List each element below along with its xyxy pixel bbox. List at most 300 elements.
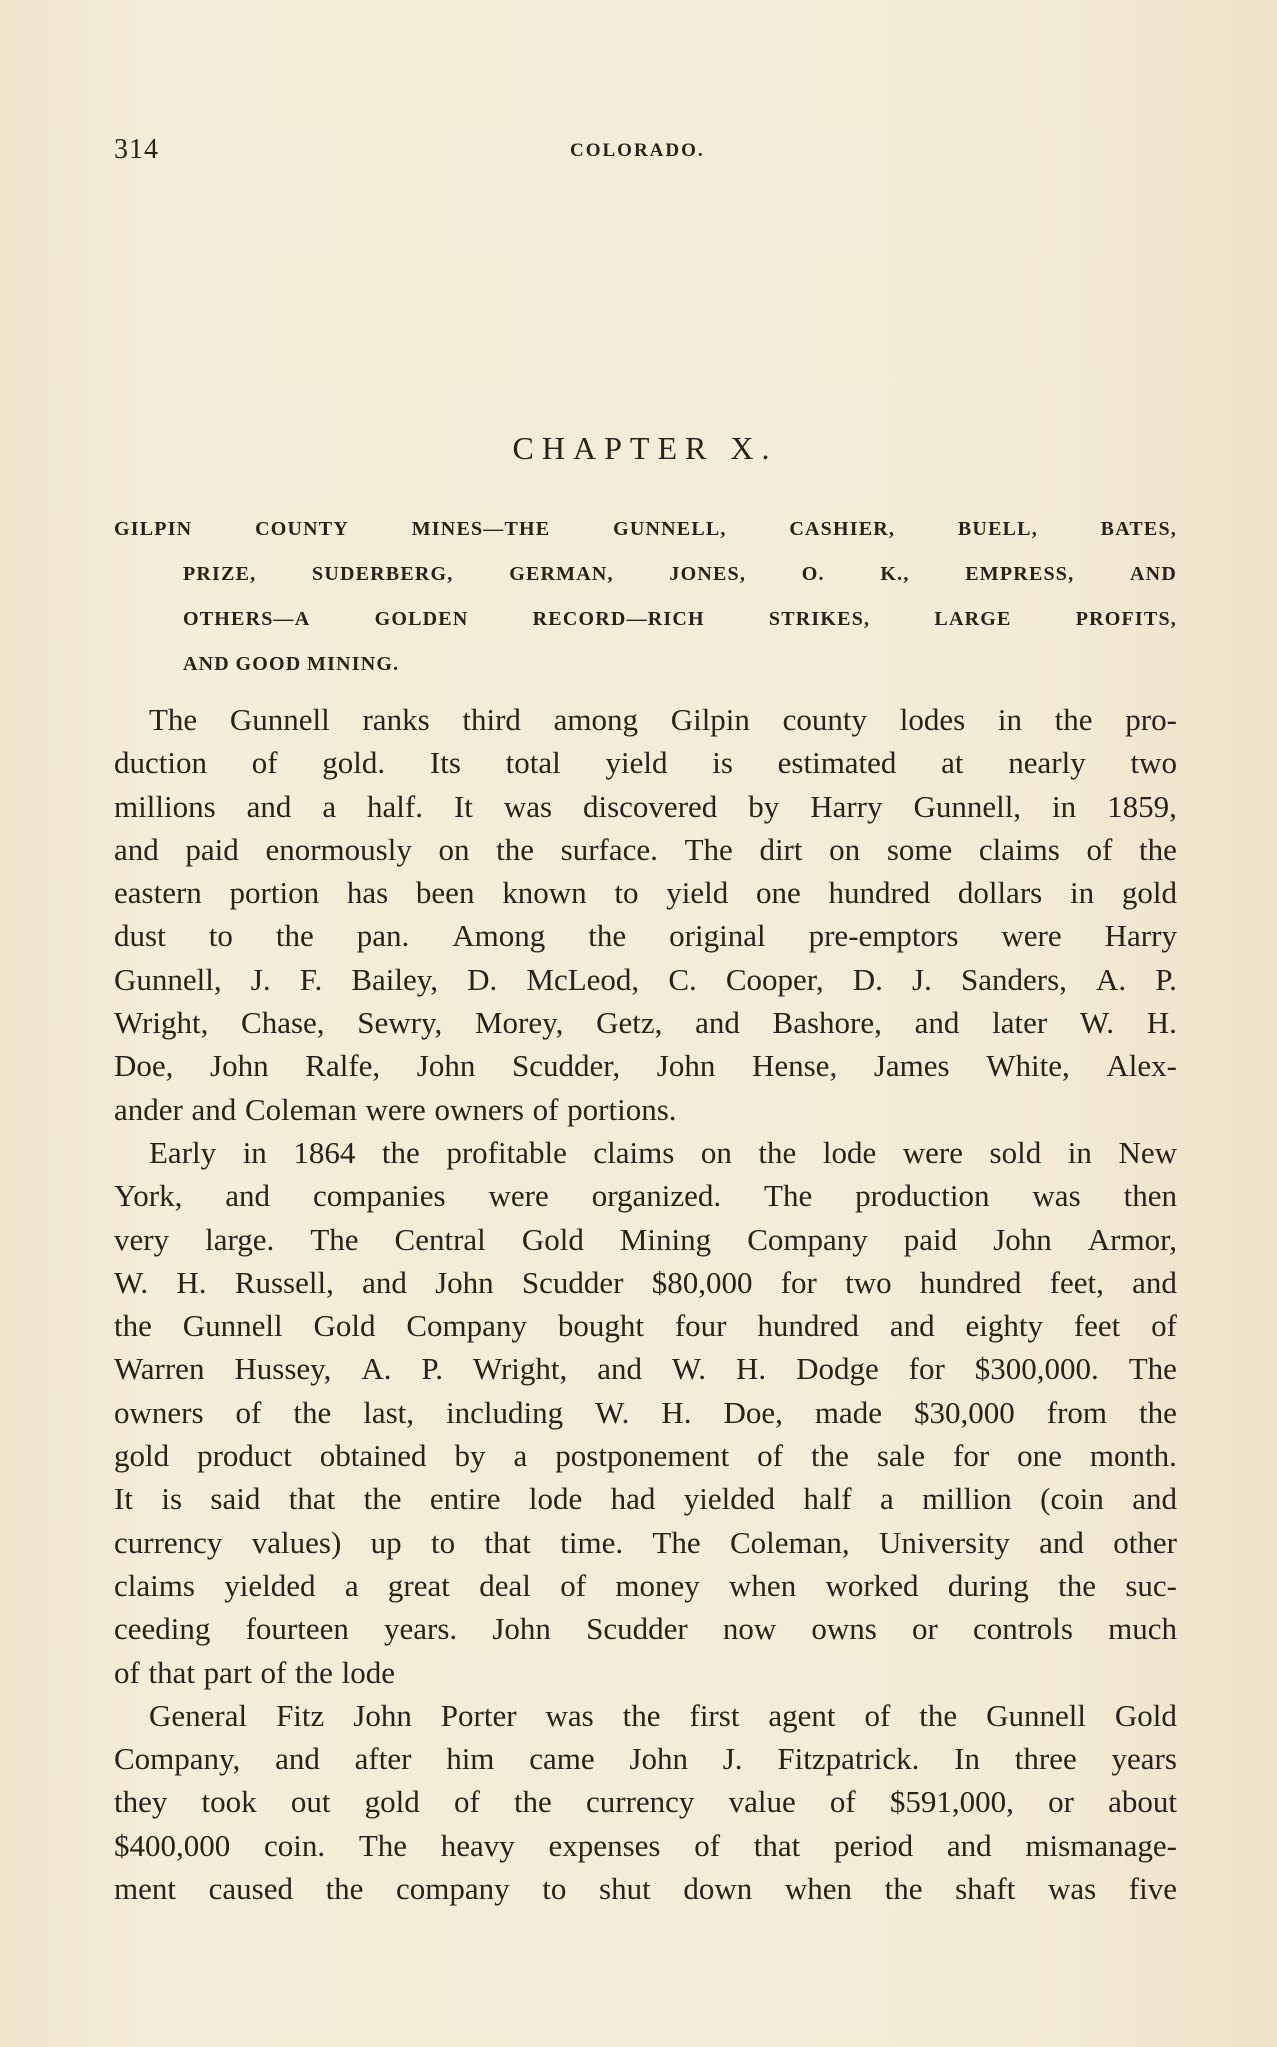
word: York, — [114, 1178, 183, 1214]
word: $300,000. — [974, 1351, 1099, 1387]
page-number: 314 — [114, 134, 159, 165]
synopsis-line — [114, 552, 1177, 597]
word: coin. — [263, 1827, 326, 1863]
word: Wright, — [472, 1351, 568, 1387]
word: enormously — [265, 831, 412, 867]
word: that — [484, 1524, 531, 1560]
word: the — [381, 1134, 420, 1170]
word: and — [695, 1005, 740, 1041]
word: of — [260, 1654, 287, 1690]
word: two — [1130, 745, 1177, 781]
word: John — [629, 1741, 688, 1777]
word: two — [845, 1264, 892, 1300]
word: of — [114, 1654, 140, 1690]
word: the — [496, 831, 535, 867]
text-line — [114, 1607, 1177, 1650]
word: deal — [479, 1567, 531, 1603]
word: by — [454, 1438, 486, 1474]
word: to — [208, 918, 233, 954]
word: Harry — [810, 788, 883, 824]
word: GOLDEN — [374, 608, 469, 630]
word: J. — [912, 961, 932, 997]
word: Wright, — [114, 1005, 209, 1041]
word: mismanage- — [1025, 1827, 1177, 1863]
word: portion — [229, 875, 320, 911]
word: they — [114, 1784, 168, 1820]
word: to — [430, 1524, 456, 1560]
word: currency — [114, 1524, 223, 1560]
word: It — [114, 1481, 133, 1517]
word: of — [235, 1394, 262, 1430]
word: Coleman — [244, 1091, 357, 1127]
word: the — [1054, 702, 1093, 737]
word: the — [275, 918, 314, 954]
chapter-heading: CHAPTER X. — [512, 430, 778, 466]
word: suc- — [1125, 1567, 1177, 1603]
word: owns — [811, 1611, 877, 1647]
word: SUDERBERG, — [312, 563, 454, 585]
word: or — [912, 1611, 938, 1647]
word: at — [941, 745, 964, 781]
word: a — [344, 1567, 359, 1603]
text-line — [114, 698, 1177, 741]
text-line — [114, 1391, 1177, 1434]
word: Russell, — [234, 1264, 334, 1300]
word: among — [553, 702, 638, 737]
text-line — [114, 871, 1177, 914]
word: the — [622, 1697, 661, 1733]
word: values) — [251, 1524, 342, 1560]
word: had — [610, 1481, 656, 1517]
word: up — [370, 1524, 402, 1560]
word: postponement — [555, 1438, 730, 1474]
word: three — [1014, 1741, 1077, 1777]
word: The — [310, 1221, 359, 1257]
word: millions — [114, 788, 216, 824]
word: and — [275, 1741, 320, 1777]
word: now — [722, 1611, 777, 1647]
word: MINING. — [307, 653, 400, 675]
word: known — [502, 875, 587, 911]
text-line — [114, 958, 1177, 1001]
word: feet — [1073, 1308, 1121, 1344]
word: discovered — [583, 788, 718, 824]
word: obtained — [319, 1438, 427, 1474]
word: including — [446, 1394, 564, 1430]
synopsis-line — [114, 642, 1177, 687]
word: The — [764, 1178, 813, 1214]
word: from — [1046, 1394, 1108, 1430]
word: down — [683, 1871, 753, 1907]
word: dust — [114, 918, 166, 954]
word: Central — [394, 1221, 486, 1257]
word: duction — [114, 745, 207, 781]
word: Company — [406, 1308, 527, 1344]
word: Bashore, — [772, 1005, 882, 1041]
word: has — [346, 875, 389, 911]
word: PROFITS, — [1075, 608, 1177, 630]
word: one — [755, 875, 801, 911]
word: that — [288, 1481, 336, 1517]
word: Ralfe, — [305, 1048, 381, 1084]
word: portions. — [567, 1091, 677, 1127]
word: shaft — [955, 1871, 1016, 1907]
word: heavy — [440, 1827, 515, 1863]
word: of — [829, 1784, 856, 1820]
word: the — [758, 1134, 797, 1170]
word: $400,000 — [114, 1827, 231, 1863]
word: Company, — [114, 1741, 241, 1777]
word: Sanders, — [961, 961, 1067, 997]
text-line — [114, 1088, 1177, 1131]
text-line — [114, 1477, 1177, 1520]
word: yielded — [224, 1567, 316, 1603]
text-line — [114, 1651, 1177, 1694]
word: claims — [978, 831, 1060, 867]
word: and — [114, 831, 159, 867]
word: part — [203, 1654, 252, 1690]
word: Morey, — [474, 1005, 564, 1041]
word: entire — [429, 1481, 501, 1517]
word: and — [246, 788, 292, 824]
word: claims — [114, 1567, 195, 1603]
text-line — [114, 741, 1177, 784]
word: a — [513, 1438, 528, 1474]
word: Gunnell — [986, 1697, 1086, 1733]
word: of — [864, 1697, 891, 1733]
word: was — [503, 788, 553, 824]
word: surface. — [560, 831, 658, 867]
word: total — [505, 745, 561, 781]
word: Its — [429, 745, 461, 781]
word: a — [322, 788, 337, 824]
word: J. — [722, 1741, 743, 1777]
word: and — [1132, 1481, 1177, 1517]
word: BUELL, — [957, 518, 1038, 540]
word: P. — [1155, 961, 1177, 997]
synopsis-line — [114, 597, 1177, 642]
synopsis-line — [114, 507, 1177, 552]
word: MINES—THE — [411, 518, 551, 540]
word: sale — [876, 1438, 926, 1474]
word: production — [855, 1178, 990, 1214]
word: that — [148, 1654, 195, 1690]
word: time. — [560, 1524, 624, 1560]
word: Gold — [313, 1308, 376, 1344]
word: Doe, — [723, 1394, 783, 1430]
word: The — [149, 702, 198, 737]
word: ceeding — [114, 1611, 211, 1647]
word: gold — [114, 1438, 170, 1474]
text-line — [114, 785, 1177, 828]
word: one — [1017, 1438, 1062, 1474]
word: A. — [361, 1351, 392, 1387]
word: gold — [364, 1784, 420, 1820]
word: J. — [250, 961, 271, 997]
word: Hense, — [751, 1048, 838, 1084]
word: PRIZE, — [183, 563, 257, 585]
word: Dodge — [796, 1351, 879, 1387]
word: and — [889, 1308, 935, 1344]
word: million — [922, 1481, 1012, 1517]
word: Armor, — [1087, 1221, 1177, 1257]
word: gold. — [322, 745, 386, 781]
word: pan. — [356, 918, 410, 954]
word: half. — [367, 788, 423, 824]
word: STRIKES, — [768, 608, 871, 630]
word: worked — [825, 1567, 919, 1603]
word: General — [149, 1697, 248, 1733]
word: James — [873, 1048, 950, 1084]
word: some — [886, 831, 953, 867]
word: EMPRESS, — [965, 563, 1075, 585]
word: great — [387, 1567, 450, 1603]
word: AND — [1130, 563, 1177, 585]
word: last, — [363, 1394, 415, 1430]
word: in — [997, 702, 1022, 737]
word: third — [462, 702, 521, 737]
word: original — [669, 918, 766, 954]
word: on — [700, 1134, 732, 1170]
word: much — [1108, 1611, 1177, 1647]
word: for — [908, 1351, 945, 1387]
word: D. — [467, 961, 498, 997]
word: John — [210, 1048, 269, 1084]
word: GUNNELL, — [613, 518, 727, 540]
word: yielded — [683, 1481, 776, 1517]
word: Sewry, — [357, 1005, 443, 1041]
word: five — [1128, 1871, 1177, 1907]
word: GOOD — [235, 653, 302, 675]
word: been — [415, 875, 475, 911]
word: OTHERS—A — [183, 608, 311, 630]
text-line — [114, 828, 1177, 871]
word: the — [919, 1697, 958, 1733]
word: currency — [585, 1784, 695, 1820]
word: the — [1058, 1567, 1096, 1603]
word: Among — [452, 918, 546, 954]
word: fourteen — [245, 1611, 349, 1647]
word: that — [753, 1827, 801, 1863]
word: profitable — [446, 1134, 567, 1170]
word: ranks — [362, 702, 430, 737]
word: Coleman, — [729, 1524, 850, 1560]
word: Gilpin — [670, 702, 750, 737]
word: were — [365, 1091, 426, 1127]
word: hundred — [919, 1264, 1022, 1300]
word: feet, — [1049, 1264, 1104, 1300]
word: dollars — [957, 875, 1043, 911]
word: of — [1151, 1308, 1177, 1344]
word: Harry — [1104, 918, 1177, 954]
word: yield — [666, 875, 729, 911]
word: by — [748, 788, 780, 824]
word: companies — [313, 1178, 446, 1214]
word: and — [1039, 1524, 1084, 1560]
word: P. — [421, 1351, 443, 1387]
word: the — [1139, 1394, 1177, 1430]
word: him — [446, 1741, 495, 1777]
word: W. — [114, 1264, 149, 1300]
text-line — [114, 1131, 1177, 1174]
word: Hussey, — [234, 1351, 332, 1387]
word: nearly — [1008, 745, 1086, 781]
word: W. — [595, 1394, 630, 1430]
word: Company — [747, 1221, 868, 1257]
word: for — [780, 1264, 817, 1300]
word: lodes — [899, 702, 966, 737]
word: ment — [114, 1871, 176, 1907]
word: took — [201, 1784, 257, 1820]
chapter-synopsis — [114, 507, 1177, 687]
word: $591,000, — [889, 1784, 1014, 1820]
word: lode — [341, 1654, 395, 1690]
word: a — [880, 1481, 894, 1517]
word: Fitz — [276, 1697, 325, 1733]
word: CASHIER, — [789, 518, 896, 540]
word: sold — [989, 1134, 1042, 1170]
word: F. — [299, 961, 323, 997]
word: gold — [1121, 875, 1177, 911]
word: controls — [973, 1611, 1073, 1647]
word: the — [884, 1871, 923, 1907]
text-line — [114, 1218, 1177, 1261]
word: Warren — [114, 1351, 205, 1387]
word: the — [295, 1654, 333, 1690]
word: Getz, — [596, 1005, 663, 1041]
word: were — [1001, 918, 1062, 954]
text-line — [114, 1304, 1177, 1347]
running-head — [114, 134, 1177, 174]
text-line — [114, 1347, 1177, 1390]
text-line — [114, 1867, 1177, 1910]
word: money — [615, 1567, 700, 1603]
word: Cooper, — [725, 961, 824, 997]
word: Gold — [1114, 1697, 1177, 1733]
word: COUNTY — [255, 518, 349, 540]
word: paid — [185, 831, 239, 867]
word: H. — [176, 1264, 207, 1300]
word: The — [652, 1524, 701, 1560]
word: The — [1128, 1351, 1177, 1387]
word: John — [492, 1611, 551, 1647]
word: period — [833, 1827, 914, 1863]
word: and — [597, 1351, 642, 1387]
word: owners — [114, 1394, 204, 1430]
word: Gunnell — [229, 702, 330, 737]
word: The — [684, 831, 733, 867]
word: yield — [605, 745, 668, 781]
word: the — [363, 1481, 402, 1517]
word: after — [354, 1741, 412, 1777]
word: H. — [661, 1394, 692, 1430]
word: GERMAN, — [509, 563, 614, 585]
word: the — [513, 1784, 552, 1820]
word: White, — [986, 1048, 1070, 1084]
word: company — [396, 1871, 510, 1907]
text-line — [114, 1780, 1177, 1823]
word: the — [1138, 831, 1177, 867]
word: hundred — [757, 1308, 859, 1344]
word: in — [1052, 788, 1077, 824]
word: $30,000 — [914, 1394, 1015, 1430]
word: The — [358, 1827, 408, 1863]
word: H. — [1146, 1005, 1177, 1041]
word: Gold — [521, 1221, 584, 1257]
word: BATES, — [1100, 518, 1177, 540]
word: Gunnell, — [913, 788, 1022, 824]
text-line — [114, 1174, 1177, 1217]
word: during — [947, 1567, 1029, 1603]
word: and — [914, 1005, 960, 1041]
word: is — [161, 1481, 183, 1517]
word: of — [757, 1438, 783, 1474]
word: owners — [434, 1091, 524, 1127]
word: (coin — [1040, 1481, 1104, 1517]
word: in — [242, 1134, 267, 1170]
word: to — [614, 875, 639, 911]
word: other — [1113, 1524, 1177, 1560]
text-line — [114, 1261, 1177, 1304]
word: for — [953, 1438, 990, 1474]
word: eighty — [965, 1308, 1043, 1344]
word: New — [1118, 1134, 1177, 1170]
word: came — [529, 1741, 595, 1777]
word: and — [1132, 1264, 1177, 1300]
word: John — [353, 1697, 412, 1733]
word: on — [438, 831, 470, 867]
word: of — [1086, 831, 1113, 867]
word: very — [114, 1221, 170, 1257]
word: Gunnell, — [114, 961, 222, 997]
word: county — [782, 702, 867, 737]
text-line — [114, 914, 1177, 957]
word: of — [694, 1827, 721, 1863]
word: A. — [1096, 961, 1127, 997]
word: 1864 — [293, 1134, 356, 1170]
word: AND — [183, 653, 230, 675]
word: C. — [668, 961, 697, 997]
word: JONES, — [669, 563, 747, 585]
word: Alex- — [1106, 1048, 1177, 1084]
word: W. — [671, 1351, 707, 1387]
text-line — [114, 1001, 1177, 1044]
word: caused — [208, 1871, 293, 1907]
word: estimated — [777, 745, 897, 781]
word: pro- — [1125, 702, 1177, 737]
word: John — [435, 1264, 494, 1300]
word: Fitzpatrick. — [777, 1741, 920, 1777]
word: to — [542, 1871, 567, 1907]
word: McLeod, — [526, 961, 640, 997]
word: half — [803, 1481, 852, 1517]
word: 1859, — [1107, 788, 1177, 824]
word: Porter — [440, 1697, 517, 1733]
word: the — [588, 918, 627, 954]
word: organized. — [591, 1178, 722, 1214]
word: lode — [822, 1134, 877, 1170]
word: bought — [557, 1308, 644, 1344]
word: or — [1048, 1784, 1074, 1820]
word: of — [560, 1567, 587, 1603]
word: in — [1069, 875, 1095, 911]
word: of — [251, 745, 278, 781]
word: of — [453, 1784, 480, 1820]
word: in — [1067, 1134, 1092, 1170]
word: Early — [149, 1134, 217, 1170]
text-line — [114, 1044, 1177, 1087]
word: LARGE — [934, 608, 1012, 630]
